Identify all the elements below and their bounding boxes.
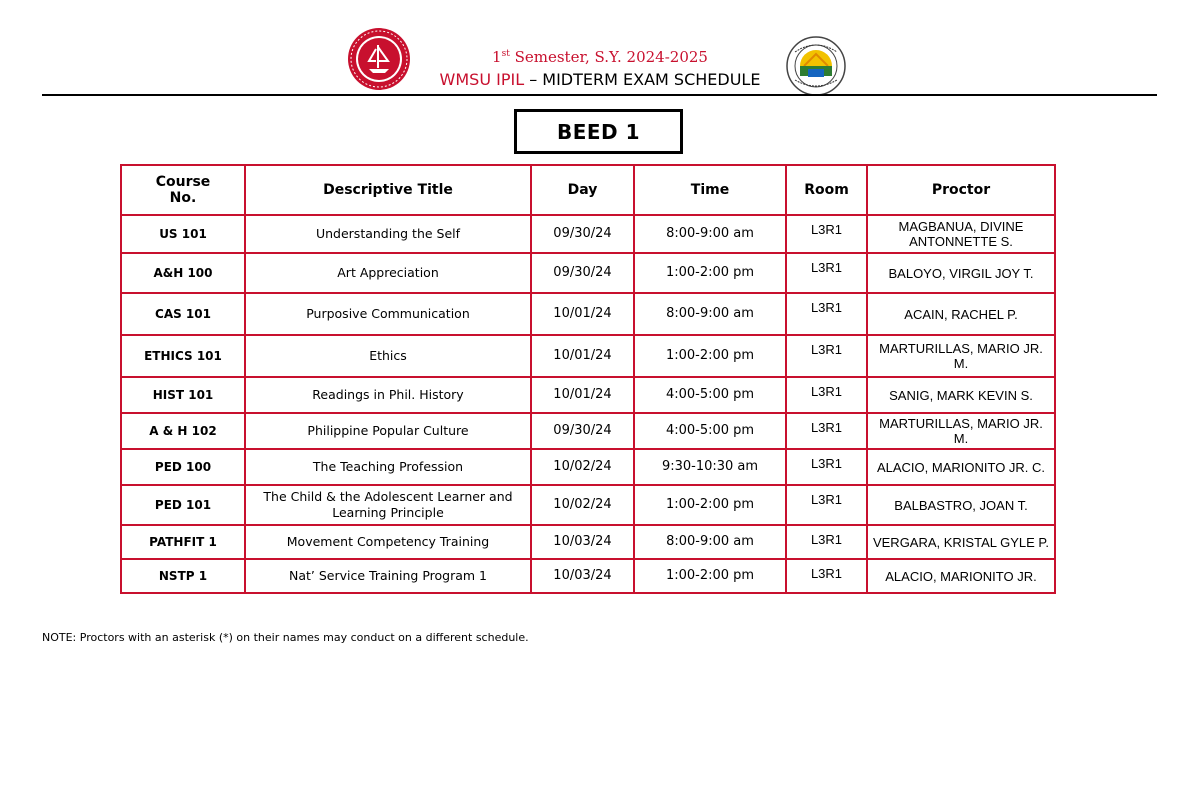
table-row	[121, 413, 1055, 449]
room-cell: L3R1	[786, 253, 867, 293]
proctor-cell: MARTURILLAS, MARIO JR. M.	[867, 335, 1055, 377]
room-cell: L3R1	[786, 335, 867, 377]
semester-suffix: st	[501, 49, 510, 59]
room-cell: L3R1	[786, 215, 867, 253]
course-code-cell: A & H 102	[121, 413, 245, 449]
time-cell: 8:00-9:00 am	[634, 215, 786, 253]
day-cell: 10/01/24	[531, 377, 634, 413]
day-cell: 10/02/24	[531, 449, 634, 485]
table-row	[121, 253, 1055, 293]
course-code-cell: CAS 101	[121, 293, 245, 335]
semester-line	[440, 48, 760, 66]
proctor-cell: SANIG, MARK KEVIN S.	[867, 377, 1055, 413]
room-cell: L3R1	[786, 293, 867, 335]
proctor-cell: MARTURILLAS, MARIO JR. M.	[867, 413, 1055, 449]
semester-ordinal: 1	[492, 48, 502, 66]
title-main: MIDTERM EXAM SCHEDULE	[542, 70, 761, 89]
section-label: BEED 1	[514, 109, 683, 154]
title-campus: WMSU IPIL	[439, 70, 525, 89]
proctor-cell: BALBASTRO, JOAN T.	[867, 485, 1055, 525]
descriptive-title-cell: Art Appreciation	[245, 253, 531, 293]
schedule-note: NOTE: Proctors with an asterisk (*) on their names may conduct on a different schedule.	[42, 631, 529, 644]
proctor-cell: ALACIO, MARIONITO JR. C.	[867, 449, 1055, 485]
descriptive-title-cell: Movement Competency Training	[245, 525, 531, 559]
room-cell: L3R1	[786, 413, 867, 449]
day-cell: 10/01/24	[531, 335, 634, 377]
table-row	[121, 525, 1055, 559]
header-descriptive-title: Descriptive Title	[245, 165, 531, 215]
time-cell: 1:00-2:00 pm	[634, 335, 786, 377]
descriptive-title-cell: Understanding the Self	[245, 215, 531, 253]
university-seal-icon	[347, 27, 411, 91]
time-cell: 4:00-5:00 pm	[634, 377, 786, 413]
room-cell: L3R1	[786, 485, 867, 525]
course-code-cell: NSTP 1	[121, 559, 245, 593]
exam-schedule-table	[120, 164, 1056, 594]
table-header-row	[121, 165, 1055, 215]
proctor-cell: VERGARA, KRISTAL GYLE P.	[867, 525, 1055, 559]
semester-rest: Semester, S.Y. 2024-2025	[514, 48, 708, 66]
day-cell: 10/01/24	[531, 293, 634, 335]
time-cell: 1:00-2:00 pm	[634, 253, 786, 293]
day-cell: 10/03/24	[531, 525, 634, 559]
descriptive-title-cell: Readings in Phil. History	[245, 377, 531, 413]
day-cell: 10/02/24	[531, 485, 634, 525]
table-row	[121, 449, 1055, 485]
header-divider	[42, 94, 1157, 96]
day-cell: 09/30/24	[531, 413, 634, 449]
room-cell: L3R1	[786, 449, 867, 485]
time-cell: 1:00-2:00 pm	[634, 559, 786, 593]
table-row	[121, 377, 1055, 413]
course-code-cell: PATHFIT 1	[121, 525, 245, 559]
proctor-cell: BALOYO, VIRGIL JOY T.	[867, 253, 1055, 293]
header-room: Room	[786, 165, 867, 215]
course-code-cell: US 101	[121, 215, 245, 253]
header-time: Time	[634, 165, 786, 215]
title-dash: –	[524, 70, 543, 89]
course-code-cell: PED 100	[121, 449, 245, 485]
day-cell: 09/30/24	[531, 253, 634, 293]
time-cell: 1:00-2:00 pm	[634, 485, 786, 525]
course-code-cell: ETHICS 101	[121, 335, 245, 377]
proctor-cell: MAGBANUA, DIVINE ANTONNETTE S.	[867, 215, 1055, 253]
time-cell: 9:30-10:30 am	[634, 449, 786, 485]
proctor-cell: ALACIO, MARIONITO JR.	[867, 559, 1055, 593]
course-code-cell: PED 101	[121, 485, 245, 525]
table-row	[121, 335, 1055, 377]
day-cell: 10/03/24	[531, 559, 634, 593]
time-cell: 8:00-9:00 am	[634, 293, 786, 335]
room-cell: L3R1	[786, 525, 867, 559]
course-code-cell: A&H 100	[121, 253, 245, 293]
table-row	[121, 485, 1055, 525]
room-cell: L3R1	[786, 377, 867, 413]
room-cell: L3R1	[786, 559, 867, 593]
table-row	[121, 215, 1055, 253]
header-proctor: Proctor	[867, 165, 1055, 215]
external-studies-seal-icon	[786, 36, 846, 96]
descriptive-title-cell: Philippine Popular Culture	[245, 413, 531, 449]
descriptive-title-cell: The Child & the Adolescent Learner and Learning Principle	[245, 485, 531, 525]
header-day: Day	[531, 165, 634, 215]
course-code-cell: HIST 101	[121, 377, 245, 413]
header-course-no: Course No.	[121, 165, 245, 215]
table-row	[121, 293, 1055, 335]
table-row	[121, 559, 1055, 593]
descriptive-title-cell: Ethics	[245, 335, 531, 377]
descriptive-title-cell: The Teaching Profession	[245, 449, 531, 485]
proctor-cell: ACAIN, RACHEL P.	[867, 293, 1055, 335]
document-title	[410, 70, 790, 89]
time-cell: 4:00-5:00 pm	[634, 413, 786, 449]
descriptive-title-cell: Nat’ Service Training Program 1	[245, 559, 531, 593]
day-cell: 09/30/24	[531, 215, 634, 253]
descriptive-title-cell: Purposive Communication	[245, 293, 531, 335]
time-cell: 8:00-9:00 am	[634, 525, 786, 559]
